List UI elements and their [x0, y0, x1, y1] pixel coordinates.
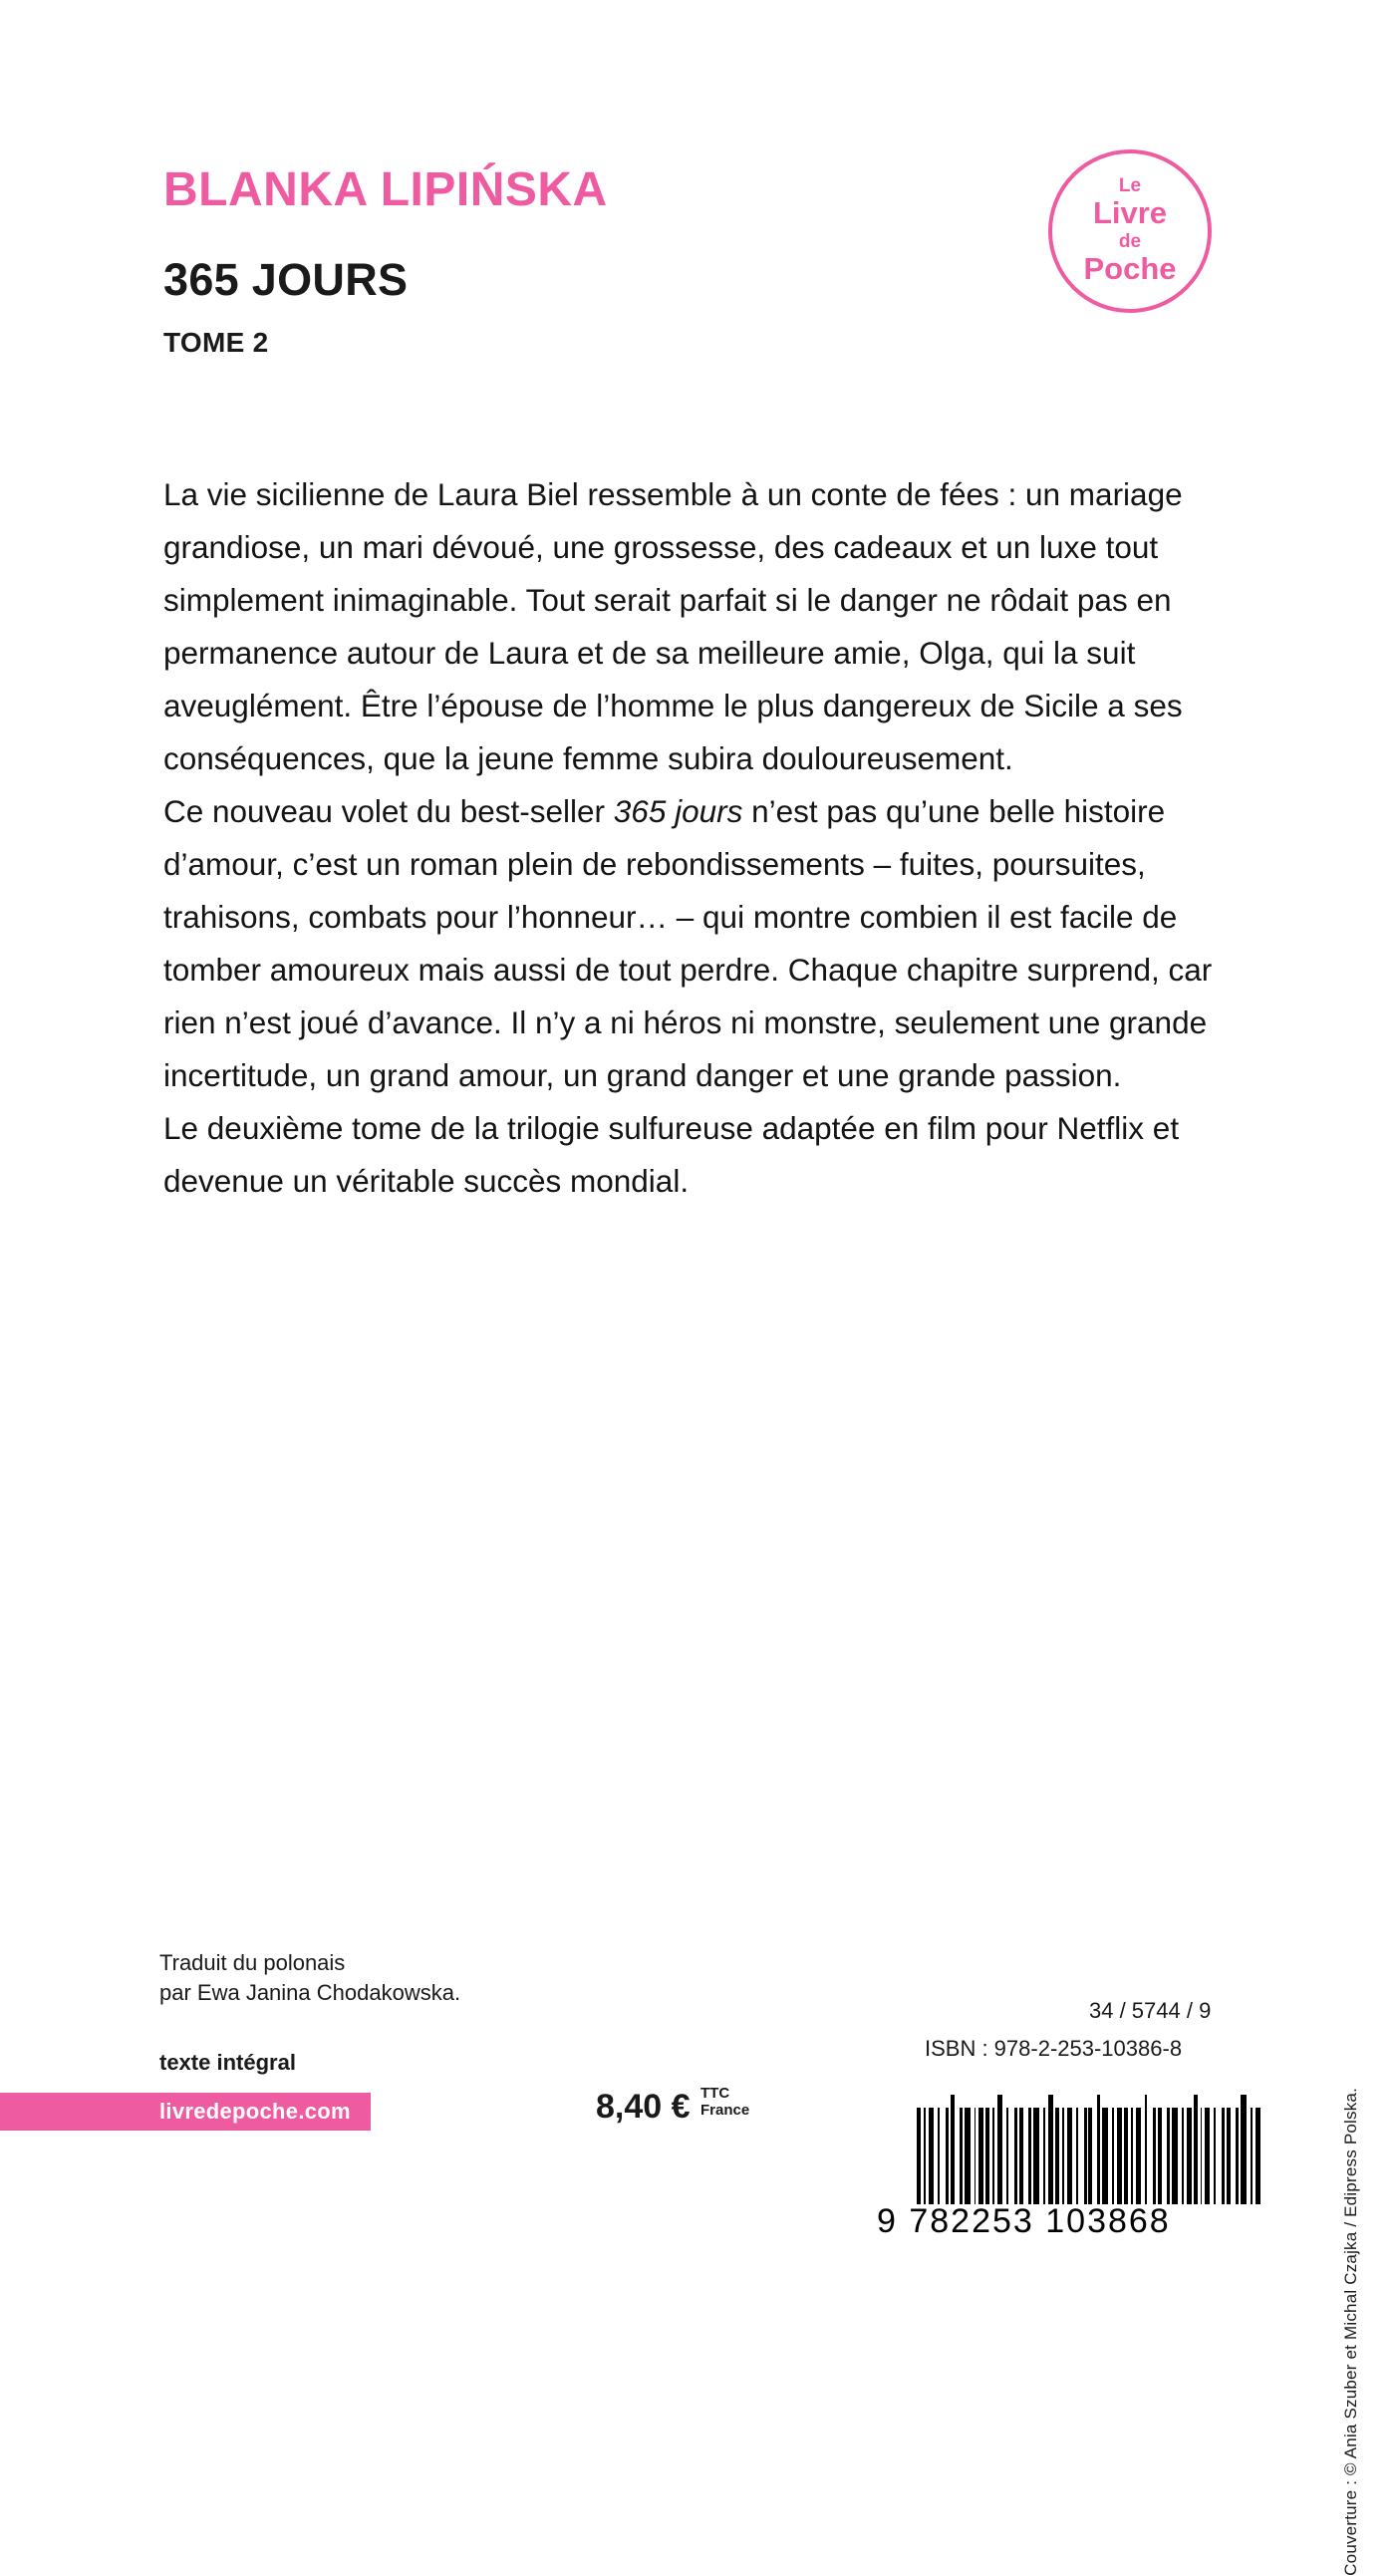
- price-tax-line-1: TTC: [700, 2085, 730, 2102]
- publisher-logo: [1048, 149, 1212, 313]
- blurb-p2-title: 365 jours: [613, 793, 743, 829]
- logo-text: [1048, 149, 1212, 313]
- blurb-paragraph-2: [163, 785, 1230, 1102]
- logo-line-le: Le: [1118, 175, 1142, 197]
- translation-line-2: par Ewa Janina Chodakowska.: [159, 1980, 461, 2005]
- logo-line-de: de: [1118, 231, 1142, 252]
- blurb-p2-post: n’est pas qu’une belle histoire d’amour, c’est un roman plein de rebondissements – fuites, poursuites, trahisons, combats pour l’honneur… – qui montre combien il est facile de tomber amoureux mais aussi de tout perdre. Chaque chapitre surprend, car rien n’est joué d’avance. Il n’y a ni héros ni monstre, seulement une grande incertitude, un grand amour, un grand danger et une grande passion.: [163, 793, 1213, 1093]
- cover-credit: Couverture : © Ania Szuber et Michal Czajka / Edipress Polska.: [1341, 2088, 1360, 2576]
- author-name: BLANKA LIPIŃSKA: [163, 163, 608, 216]
- texte-integral-label: texte intégral: [159, 2050, 296, 2075]
- website-badge[interactable]: [0, 2093, 371, 2131]
- price-tax-note: [700, 2085, 749, 2119]
- blurb-p2-pre: Ce nouveau volet du best-seller: [163, 793, 614, 829]
- blurb-paragraph-3: Le deuxième tome de la trilogie sulfureuse adaptée en film pour Netflix et devenue un véritable succès mondial.: [163, 1110, 1180, 1199]
- blurb-paragraph-1: La vie sicilienne de Laura Biel ressemble à un conte de fées : un mariage grandiose, un mari dévoué, une grossesse, des cadeaux et un luxe tout simplement inimaginable. Tout serait parfait si le danger ne rôdait pas en permanence autour de Laura et de sa meilleure amie, Olga, qui la suit aveuglément. Être l’épouse de l’homme le plus dangereux de Sicile a ses conséquences, que la jeune femme subira douloureusement.: [163, 476, 1183, 776]
- price-value: 8,40 €: [596, 2088, 691, 2126]
- logo-line-livre: Livre: [1092, 195, 1168, 231]
- translation-credit: [159, 1948, 460, 2008]
- translation-line-1: Traduit du polonais: [159, 1950, 346, 1975]
- reference-code: 34 / 5744 / 9: [1089, 1998, 1212, 2023]
- website-url: livredepoche.com: [159, 2099, 351, 2124]
- logo-line-poche: Poche: [1083, 251, 1177, 287]
- barcode-image: [917, 2095, 1260, 2204]
- book-title: 365 JOURS: [163, 254, 409, 305]
- isbn-code: ISBN : 978-2-253-10386-8: [925, 2036, 1183, 2061]
- blurb-text: [163, 468, 1230, 1208]
- book-volume: TOME 2: [163, 327, 269, 358]
- price-tax-line-2: France: [700, 2102, 750, 2119]
- barcode-digits: 9 782253 103868: [877, 2202, 1171, 2240]
